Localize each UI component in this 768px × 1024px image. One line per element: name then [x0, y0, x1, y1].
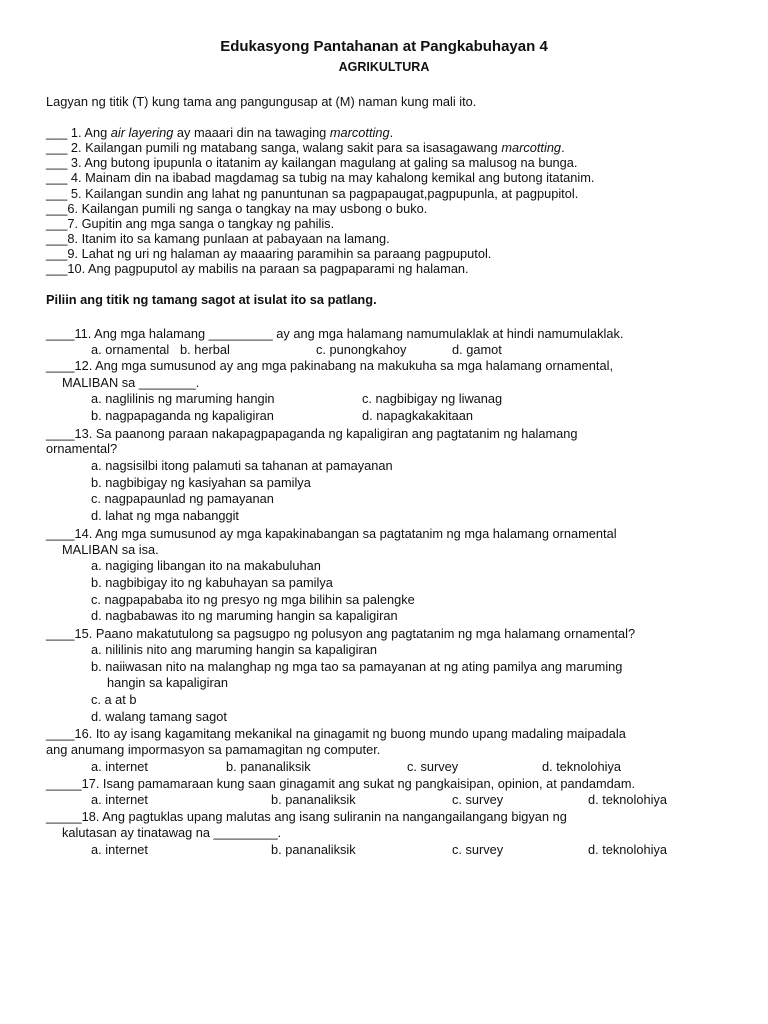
- mc-question-12-cont: MALIBAN sa ________.: [62, 375, 200, 390]
- page-title: Edukasyong Pantahanan at Pangkabuhayan 4: [220, 38, 548, 55]
- tf-item-1: ___ 1. Ang air layering ay maaari din na tawaging marcotting.: [46, 125, 394, 140]
- q14-option-a: a. nagiging libangan ito na makabuluhan: [91, 558, 321, 573]
- mc-question-14: ____14. Ang mga sumusunod ay mga kapakinabangan sa pagtatanim ng mga halamang ornamental: [46, 526, 617, 541]
- mc-question-16: ____16. Ito ay isang kagamitang mekanikal na ginagamit ng buong mundo upang madaling maipadala: [46, 726, 626, 741]
- q17-option-c: c. survey: [452, 792, 504, 807]
- tf-item-8: ___8. Itanim ito sa kamang punlaan at pabayaan na lamang.: [46, 231, 390, 246]
- q11-option-b: b. herbal: [180, 342, 230, 357]
- q14-option-d: d. nagbabawas ito ng maruming hangin sa kapaligiran: [91, 608, 398, 623]
- q16-option-b: b. pananaliksik: [226, 759, 311, 774]
- mc-question-17: _____17. Isang pamamaraan kung saan ginagamit ang sukat ng pangkaisipan, opinion, at pandamdam.: [46, 776, 636, 791]
- tf-item-5: ___ 5. Kailangan sundin ang lahat ng panuntunan sa pagpapaugat,pagpupunla, at pagpupitol.: [46, 186, 579, 201]
- q12-option-c: c. nagbibigay ng liwanag: [362, 391, 503, 406]
- part2-instruction: Piliin ang titik ng tamang sagot at isulat ito sa patlang.: [46, 292, 377, 307]
- page-subtitle: AGRIKULTURA: [338, 60, 430, 74]
- q18-option-c: c. survey: [452, 842, 504, 857]
- tf-item-2: ___ 2. Kailangan pumili ng matabang sanga, walang sakit para sa isasagawang marcotting.: [46, 140, 565, 155]
- q15-option-b: b. naiiwasan nito na malanghap ng mga tao sa pamayanan at ng ating pamilya ang maruming: [91, 659, 623, 674]
- q17-option-a: a. internet: [91, 792, 148, 807]
- mc-question-16-cont: ang anumang impormasyon sa pamamagitan ng computer.: [46, 742, 381, 757]
- q16-option-c: c. survey: [407, 759, 459, 774]
- q16-option-d: d. teknolohiya: [542, 759, 621, 774]
- q15-option-b-cont: hangin sa kapaligiran: [107, 675, 228, 690]
- tf-item-6: ___6. Kailangan pumili ng sanga o tangkay na may usbong o buko.: [46, 201, 428, 216]
- q14-option-c: c. nagpapababa ito ng presyo ng mga bilihin sa palengke: [91, 592, 415, 607]
- q14-option-b: b. nagbibigay ito ng kabuhayan sa pamilya: [91, 575, 333, 590]
- q16-option-a: a. internet: [91, 759, 148, 774]
- q11-option-d: d. gamot: [452, 342, 502, 357]
- mc-question-15: ____15. Paano makatutulong sa pagsugpo ng polusyon ang pagtatanim ng mga halamang ornamental?: [46, 626, 636, 641]
- q15-option-d: d. walang tamang sagot: [91, 709, 227, 724]
- q13-option-a: a. nagsisilbi itong palamuti sa tahanan at pamayanan: [91, 458, 393, 473]
- mc-question-18-cont: kalutasan ay tinatawag na _________.: [62, 825, 282, 840]
- q18-option-a: a. internet: [91, 842, 148, 857]
- q12-option-b: b. nagpapaganda ng kapaligiran: [91, 408, 274, 423]
- q13-option-b: b. nagbibigay ng kasiyahan sa pamilya: [91, 475, 311, 490]
- q12-option-d: d. napagkakakitaan: [362, 408, 473, 423]
- q17-option-b: b. pananaliksik: [271, 792, 356, 807]
- q17-option-d: d. teknolohiya: [588, 792, 667, 807]
- mc-question-18: _____18. Ang pagtuklas upang malutas ang isang suliranin na nangangailangang bigyan ng: [46, 809, 567, 824]
- mc-question-13-cont: ornamental?: [46, 441, 118, 456]
- q11-option-c: c. punongkahoy: [316, 342, 407, 357]
- q13-option-d: d. lahat ng mga nabanggit: [91, 508, 239, 523]
- q18-option-d: d. teknolohiya: [588, 842, 667, 857]
- mc-question-12: ____12. Ang mga sumusunod ay ang mga pakinabang na makukuha sa mga halamang ornamental,: [46, 358, 613, 373]
- q12-option-a: a. naglilinis ng maruming hangin: [91, 391, 275, 406]
- part1-instruction: Lagyan ng titik (T) kung tama ang pangungusap at (M) naman kung mali ito.: [46, 94, 477, 109]
- q15-option-a: a. nililinis nito ang maruming hangin sa kapaligiran: [91, 642, 377, 657]
- mc-question-14-cont: MALIBAN sa isa.: [62, 542, 159, 557]
- q13-option-c: c. nagpapaunlad ng pamayanan: [91, 491, 274, 506]
- tf-item-9: ___9. Lahat ng uri ng halaman ay maaaring paramihin sa paraang pagpuputol.: [46, 246, 492, 261]
- q11-option-a: a. ornamental: [91, 342, 170, 357]
- q18-option-b: b. pananaliksik: [271, 842, 356, 857]
- q15-option-c: c. a at b: [91, 692, 137, 707]
- tf-item-3: ___ 3. Ang butong ipupunla o itatanim ay kailangan magulang at galing sa malusog na bunga.: [46, 155, 578, 170]
- mc-question-13: ____13. Sa paanong paraan nakapagpapaganda ng kapaligiran ang pagtatanim ng halamang: [46, 426, 578, 441]
- tf-item-4: ___ 4. Mainam din na ibabad magdamag sa tubig na may kahalong kemikal ang butong itatanim.: [46, 170, 595, 185]
- mc-question-11: ____11. Ang mga halamang _________ ay ang mga halamang namumulaklak at hindi namumulaklak.: [46, 326, 624, 341]
- tf-item-7: ___7. Gupitin ang mga sanga o tangkay ng pahilis.: [46, 216, 335, 231]
- tf-item-10: ___10. Ang pagpuputol ay mabilis na paraan sa pagpaparami ng halaman.: [46, 261, 469, 276]
